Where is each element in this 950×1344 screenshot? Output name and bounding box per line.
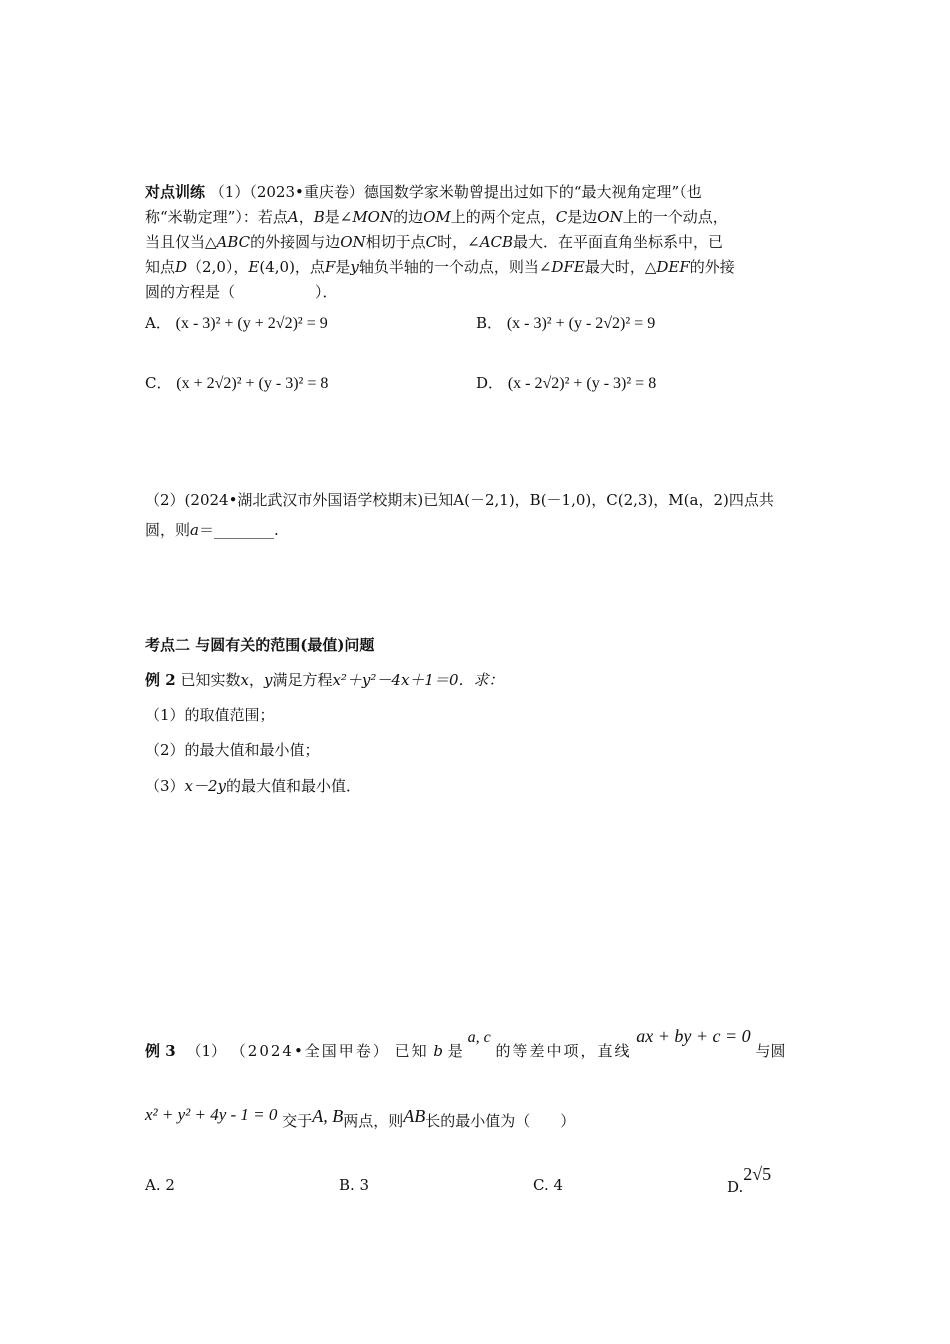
training-q1-line5 [145, 280, 810, 305]
q1-stem8: 当且仅当△ [145, 233, 217, 251]
training-q2-line1 [145, 485, 810, 515]
example3-t3: 的等差中项，直线 [495, 1042, 632, 1060]
q1-stem11: 时，∠ [437, 233, 480, 251]
q1-stem7: 上的一个动点， [622, 208, 728, 226]
q2-points: A(－2,1)，B(－1,0)，C(2,3)，M(a，2)四点共 [453, 491, 774, 509]
example3-AB-points: A, B [312, 1106, 344, 1126]
q1-stem14: 是 [335, 258, 351, 276]
example3-ac: a, c [467, 1029, 491, 1046]
q1-ABC: ABC [216, 233, 251, 251]
q1-option-c[interactable] [145, 372, 328, 393]
example2-sub3-text: 的最大值和最小值． [226, 777, 362, 795]
example3-AB: AB [403, 1106, 426, 1126]
q1-C2: C [425, 233, 438, 251]
example3-option-d-label: D. [727, 1178, 744, 1196]
q1-dcoord: （2,0）， [187, 258, 249, 276]
example3-t6: 两点，则 [343, 1112, 404, 1130]
q1-stem18: 圆的方程是（ [145, 283, 236, 301]
example3-line1 [145, 1026, 810, 1061]
q1-ecoord: (4,0)，点 [259, 258, 325, 276]
q1-ON2: ON [340, 233, 366, 251]
training-label: 对点训练 [145, 183, 206, 201]
example3-option-b[interactable]: B. 3 [339, 1176, 370, 1194]
example2-x: x [240, 671, 249, 689]
q2-line1: （2）(2024•湖北武汉市外国语学校期末)已知 [145, 491, 454, 509]
example2-stem [145, 669, 504, 690]
training-q1-line1 [145, 180, 810, 205]
example3-t4: 与圆 [755, 1042, 786, 1060]
q1-ACB: ACB [479, 233, 514, 251]
q1-stem4: 的边 [393, 208, 424, 226]
section2-title: 考点二 与圆有关的范围(最值)问题 [145, 636, 375, 654]
q2-answer-blank: ＝________. [198, 521, 279, 539]
q1-D: D [175, 258, 188, 276]
example3-t8: ） [560, 1112, 576, 1130]
training-q1-line4 [145, 255, 810, 280]
q1-MON: MON [352, 208, 394, 226]
example3-t1: 已知 [394, 1042, 429, 1060]
example2-sub3-expr: x－2y [184, 777, 227, 795]
q1-option-b-label: B． [476, 314, 503, 332]
q1-option-d[interactable] [476, 372, 656, 393]
example3-option-d[interactable] [727, 1164, 772, 1196]
q1-option-c-expr: (x + 2√2)² + (y - 3)² = 8 [176, 375, 329, 392]
q1-y: y [350, 258, 359, 276]
q1-option-a-expr: (x - 3)² + (y + 2√2)² = 9 [175, 315, 328, 332]
q1-stem15: 轴负半轴的一个动点，则当∠ [358, 258, 552, 276]
example3-b: b [433, 1042, 443, 1060]
q1-E: E [248, 258, 260, 276]
example3-label: 例 3 [145, 1042, 176, 1060]
q1-stem19: ）． [315, 283, 338, 301]
training-q1-line2 [145, 205, 810, 230]
example3-option-a[interactable]: A. 2 [145, 1176, 175, 1194]
q1-stem17: 的外接 [689, 258, 735, 276]
q1-comma1: ， [298, 208, 314, 226]
example3-circle-eq: x² + y² + 4y - 1 = 0 [145, 1105, 278, 1124]
example3-num: （1） [186, 1042, 226, 1060]
q1-stem5: 上的两个定点， [450, 208, 556, 226]
training-q2-line2 [145, 515, 810, 545]
example3-line-eq: ax + by + c = 0 [636, 1026, 751, 1046]
training-q2 [145, 485, 810, 545]
q1-option-d-label: D． [476, 374, 504, 392]
example3-t5: 交于 [282, 1112, 313, 1130]
q1-option-d-expr: (x - 2√2)² + (y - 3)² = 8 [507, 375, 657, 392]
q1-stem9: 的外接圆与边 [250, 233, 341, 251]
q2-a: a [190, 521, 199, 539]
example3-option-d-value: 2√5 [743, 1164, 772, 1184]
training-q1 [145, 180, 810, 305]
example2-sub3-num: （3） [145, 777, 185, 795]
q1-option-a[interactable] [145, 312, 328, 333]
q1-stem12: 最大．在平面直角坐标系中，已 [513, 233, 724, 251]
q1-option-c-label: C． [145, 374, 172, 392]
example3-t7: 长的最小值为（ [425, 1112, 531, 1130]
q1-F: F [324, 258, 336, 276]
q1-stem3: 是∠ [324, 208, 353, 226]
q1-num: （1） [209, 183, 250, 201]
q1-stem16: 最大时，△ [584, 258, 657, 276]
example2-sub3 [145, 775, 361, 796]
example2-label: 例 2 [145, 671, 176, 689]
q1-DEF: DEF [656, 258, 690, 276]
example2-text2: 满足方程 [272, 671, 333, 689]
example2-sub1: （1）的取值范围； [145, 706, 275, 724]
example3-option-c[interactable]: C. 4 [533, 1176, 564, 1194]
q1-B: B [313, 208, 325, 226]
q1-option-b[interactable] [476, 312, 655, 333]
q2-line2a: 圆，则 [145, 521, 191, 539]
example2-sub2: （2）的最大值和最小值； [145, 741, 320, 759]
q1-stem13: 知点 [145, 258, 176, 276]
example2-sep: ， [248, 671, 264, 689]
example3-source: （2024•全国甲卷） [230, 1042, 390, 1060]
q1-source: （2023•重庆卷） [249, 183, 364, 201]
example3-t2: 是 [447, 1042, 463, 1060]
training-q1-line3 [145, 230, 810, 255]
q1-OM: OM [423, 208, 451, 226]
q1-option-a-label: A． [145, 314, 171, 332]
q1-ON: ON [597, 208, 623, 226]
example2-y: y [263, 671, 273, 689]
q1-stem1: 德国数学家米勒曾提出过如下的“最大视角定理”（也 [363, 183, 702, 201]
example2-text1: 已知实数 [180, 671, 241, 689]
example2-equation: x²＋y²－4x＋1＝0．求： [332, 671, 504, 689]
q1-A: A [287, 208, 299, 226]
q1-C: C [555, 208, 568, 226]
q1-option-b-expr: (x - 3)² + (y - 2√2)² = 9 [506, 315, 656, 332]
example3-line2 [145, 1105, 576, 1131]
q1-stem6: 是边 [567, 208, 598, 226]
q1-stem2: 称“米勒定理”）：若点 [145, 208, 288, 226]
q1-DFE: DFE [551, 258, 585, 276]
q1-stem10: 相切于点 [365, 233, 426, 251]
